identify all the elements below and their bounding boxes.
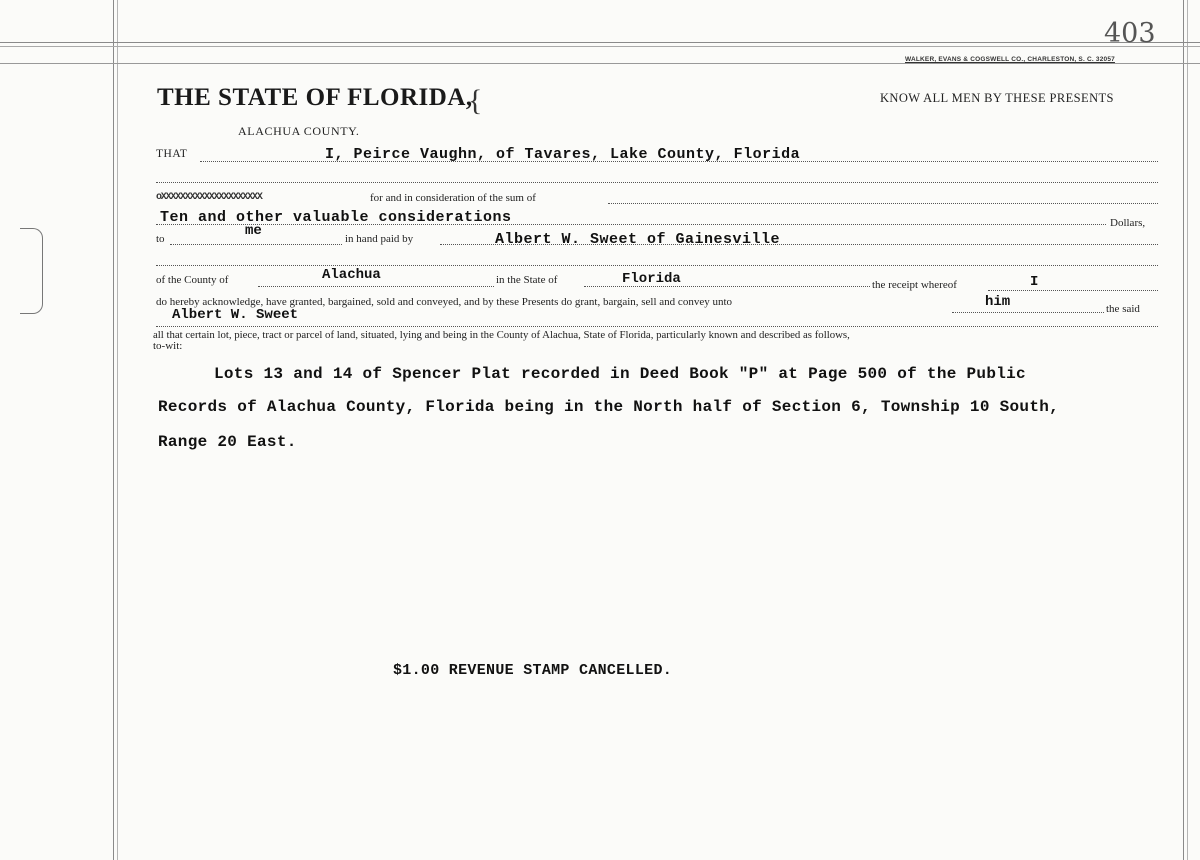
consideration-label: for and in consideration of the sum of (370, 192, 536, 204)
county-value: Alachua (322, 267, 381, 283)
brace-glyph: { (468, 84, 483, 117)
to-label: to (156, 233, 165, 245)
receipt-dotline (988, 290, 1158, 291)
state-title: THE STATE OF FLORIDA, (157, 84, 473, 111)
margin-line-left (113, 0, 114, 860)
all-that-text: all that certain lot, piece, tract or parcel of land, situated, lying and being in the County of Alachua, State of Florida, particularly known and described as follows, (153, 329, 850, 341)
struck-text: oXXXXXXXXXXXXXXXXXXXXX (156, 192, 262, 203)
that-label: THAT (156, 148, 188, 160)
receipt-label: the receipt whereof (872, 279, 957, 291)
margin-line-left-inner (117, 0, 118, 860)
receipt-value: I (1030, 274, 1039, 290)
binder-clip (20, 228, 43, 314)
description-line-3: Range 20 East. (158, 433, 297, 451)
to-wit-label: to-wit: (153, 340, 183, 352)
the-said-label: the said (1106, 303, 1140, 315)
county-label: of the County of (156, 274, 229, 286)
blank-dotline-1 (156, 182, 1158, 183)
description-line-1: Lots 13 and 14 of Spencer Plat recorded in Deed Book "P" at Page 500 of the Public (214, 365, 1026, 383)
page-number: 403 (1104, 18, 1156, 49)
to-value: me (245, 223, 262, 239)
grantee-name: Albert W. Sweet (172, 307, 299, 323)
margin-line-right (1183, 0, 1184, 860)
consideration-dotline (608, 203, 1158, 204)
header-rule (0, 63, 1200, 64)
description-line-2: Records of Alachua County, Florida being in the North half of Section 6, Township 10 South, (158, 398, 1060, 416)
state-label: in the State of (496, 274, 558, 286)
county-dotline (258, 286, 494, 287)
blank-dotline-2 (156, 265, 1158, 266)
grantee-dotline (156, 326, 1158, 327)
to-dotline (170, 244, 342, 245)
state-value: Florida (622, 271, 681, 287)
top-rule (0, 42, 1200, 43)
know-all-men: KNOW ALL MEN BY THESE PRESENTS (880, 91, 1114, 105)
margin-line-right-inner (1187, 0, 1188, 860)
printer-imprint: WALKER, EVANS & COGSWELL CO., CHARLESTON, S. C. 32057 (905, 56, 1115, 63)
top-rule-inner (0, 46, 1200, 47)
sum-dotline (156, 224, 1106, 225)
revenue-stamp-note: $1.00 REVENUE STAMP CANCELLED. (393, 662, 673, 679)
grantor-name: I, Peirce Vaughn, of Tavares, Lake County, Florida (325, 146, 801, 163)
acknowledge-text: do hereby acknowledge, have granted, bargained, sold and conveyed, and by these Presents do grant, bargain, sell and convey unto (156, 296, 733, 308)
dollars-label: Dollars, (1110, 217, 1146, 229)
unto-dotline (952, 312, 1104, 313)
unto-value: him (985, 294, 1011, 310)
paid-by-label: in hand paid by (345, 233, 414, 245)
county-heading: ALACHUA COUNTY. (238, 124, 360, 138)
sum-value: Ten and other valuable considerations (160, 209, 512, 226)
paid-by-value: Albert W. Sweet of Gainesville (495, 231, 781, 248)
